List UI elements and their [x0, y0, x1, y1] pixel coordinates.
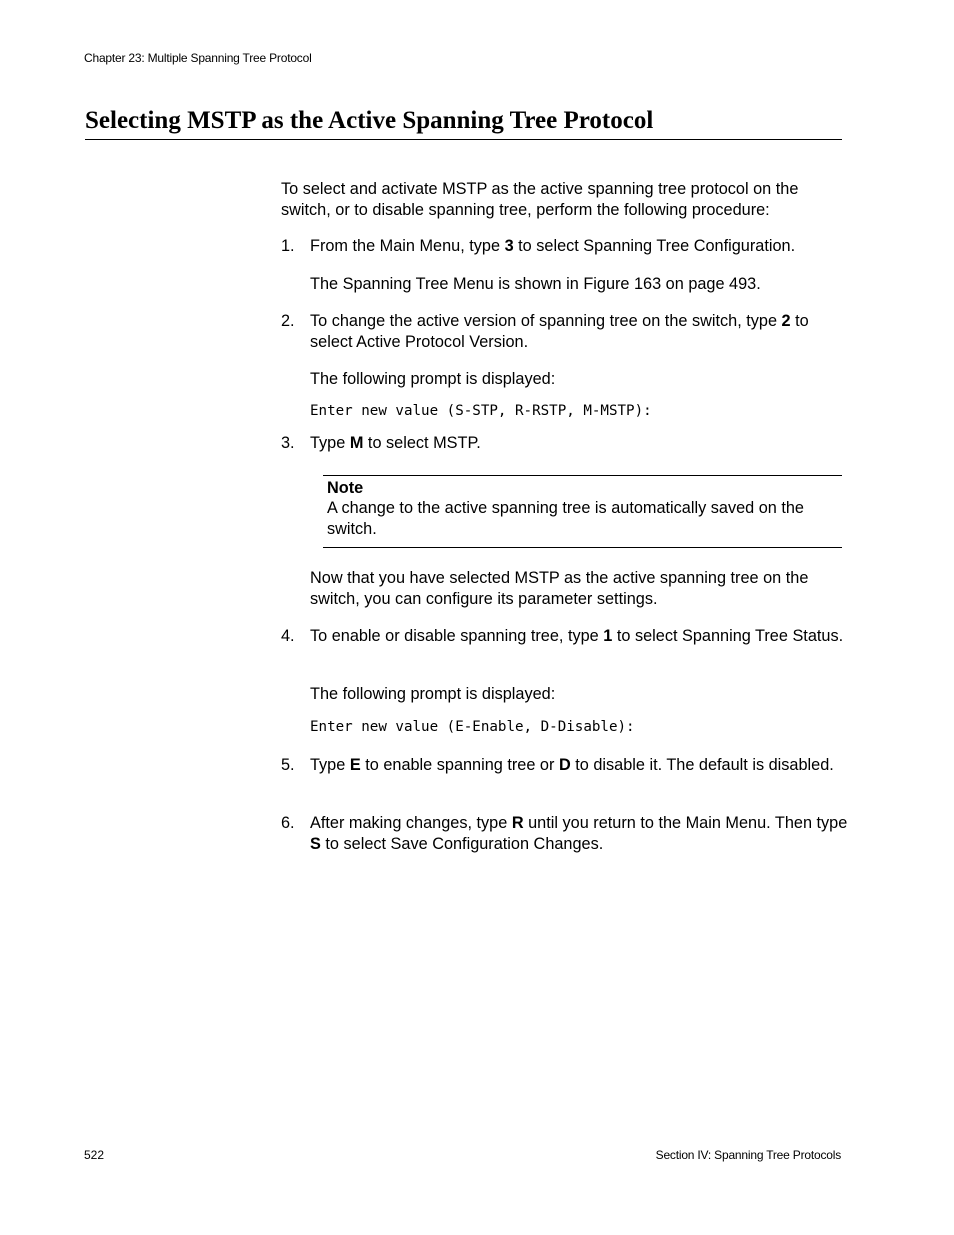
step-number: 3. — [281, 434, 295, 452]
running-header-chapter: Chapter 23: Multiple Spanning Tree Protocol — [84, 51, 312, 65]
step-key: R — [511, 814, 524, 832]
step-1-text: From the Main Menu, type 3 to select Spanning Tree Configuration. — [310, 237, 796, 255]
step-4-prompt: Enter new value (E-Enable, D-Disable): — [310, 719, 635, 735]
step-3-followup: Now that you have selected MSTP as the active spanning tree on the switch, you can configure its parameter settings. — [310, 569, 809, 608]
page-number: 522 — [84, 1148, 105, 1162]
step-3-text: Type M to select MSTP. — [310, 434, 481, 452]
section-title: Selecting MSTP as the Active Spanning Tree Protocol — [85, 107, 654, 134]
step-key: 2 — [781, 312, 791, 330]
step-key: E — [349, 756, 361, 774]
step-key: S — [310, 834, 321, 853]
running-footer-section: Section IV: Spanning Tree Protocols — [655, 1148, 841, 1162]
step-key: M — [349, 434, 364, 452]
note-top-rule — [323, 475, 842, 476]
step-4-followup: The following prompt is displayed: — [310, 685, 556, 703]
note-text: A change to the active spanning tree is automatically saved on the switch. — [327, 499, 804, 538]
step-2-followup: The following prompt is displayed: — [310, 370, 556, 388]
step-number: 6. — [281, 814, 295, 832]
intro-paragraph: To select and activate MSTP as the active spanning tree protocol on the switch, or to disable spanning tree, perform the following procedure: — [281, 180, 799, 219]
note-title: Note — [327, 479, 364, 497]
step-key: 1 — [603, 627, 613, 645]
step-number: 1. — [281, 237, 295, 255]
step-number: 5. — [281, 756, 295, 774]
step-2-prompt: Enter new value (S-STP, R-RSTP, M-MSTP): — [310, 403, 652, 419]
step-6-text: After making changes, type R until you return to the Main Menu. Then type S to select Save Configuration Changes. — [310, 814, 848, 853]
step-1-followup: The Spanning Tree Menu is shown in Figure 163 on page 493. — [310, 275, 761, 293]
step-key: 3 — [504, 237, 514, 255]
step-5-text: Type E to enable spanning tree or D to disable it. The default is disabled. — [310, 756, 834, 774]
step-number: 2. — [281, 312, 295, 330]
note-bottom-rule — [323, 547, 842, 548]
step-key: D — [558, 756, 571, 774]
step-2-text: To change the active version of spanning tree on the switch, type 2 to select Active Protocol Version. — [310, 312, 809, 351]
title-rule — [85, 139, 842, 140]
step-number: 4. — [281, 627, 295, 645]
step-4-text: To enable or disable spanning tree, type 1 to select Spanning Tree Status. — [310, 627, 844, 645]
